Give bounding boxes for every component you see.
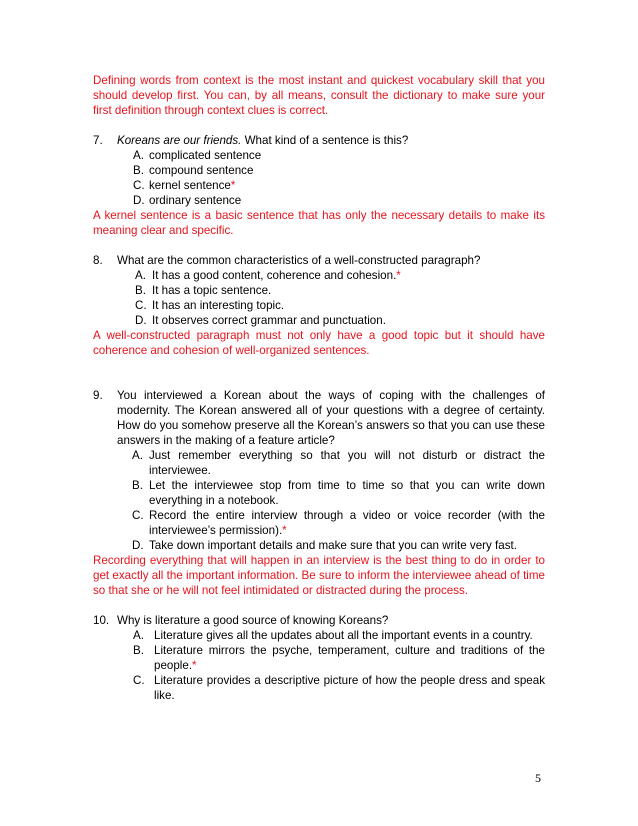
option-b: B. Literature mirrors the psyche, temperament, culture and traditions of the people.* xyxy=(133,644,545,672)
question-9-text: You interviewed a Korean about the ways of coping with the challenges of modernity. The Korean answered all of your questions with a degree of certainty. How do you somehow preserve all the Korean’s answers so that you can use these answers in the making of a feature article? xyxy=(117,389,545,447)
question-8 xyxy=(93,253,545,268)
answer-marker: * xyxy=(230,179,236,192)
question-7-options xyxy=(93,148,545,208)
option-c: C. It has an interesting topic. xyxy=(135,299,285,312)
question-10 xyxy=(93,613,545,628)
question-10-text: Why is literature a good source of knowing Koreans? xyxy=(117,614,389,627)
option-b: B. compound sentence xyxy=(133,164,254,177)
question-9-explanation: Recording everything that will happen in an interview is the best thing to do in order to get exactly all the important information. Be sure to inform the interviewee ahead of time so that she or he will not feel intimidated or distracted during the process. xyxy=(93,554,545,597)
option-a: A. complicated sentence xyxy=(133,149,262,162)
option-d: D. Take down important details and make sure that you can write very fast. xyxy=(132,539,517,552)
question-number: 10. xyxy=(93,614,110,627)
question-7-explanation: A kernel sentence is a basic sentence that has only the necessary details to make its meaning clear and specific. xyxy=(93,209,545,237)
question-number: 7. xyxy=(93,134,103,147)
answer-marker: * xyxy=(396,269,401,282)
page-number: 5 xyxy=(535,771,541,785)
question-7-text: What kind of a sentence is this? xyxy=(241,134,409,147)
answer-marker: * xyxy=(282,524,287,537)
question-7 xyxy=(93,133,545,148)
option-a: A. It has a good content, coherence and cohesion.* xyxy=(135,269,401,282)
option-c: C. Record the entire interview through a video or voice recorder (with the interviewee’s permission).* xyxy=(132,509,545,537)
option-d: D. It observes correct grammar and punctuation. xyxy=(135,314,386,327)
answer-marker: * xyxy=(192,659,197,672)
question-10-options xyxy=(93,628,545,703)
option-a: A. Just remember everything so that you will not disturb or distract the interviewee. xyxy=(132,449,545,477)
question-number: 9. xyxy=(93,389,103,402)
option-b: B. It has a topic sentence. xyxy=(135,284,272,297)
question-7-example: Koreans are our friends. xyxy=(117,134,242,147)
document-body xyxy=(93,73,545,703)
question-8-text: What are the common characteristics of a well-constructed paragraph? xyxy=(117,254,481,267)
option-d: D. ordinary sentence xyxy=(133,194,242,207)
question-number: 8. xyxy=(93,254,103,267)
option-b: B. Let the interviewee stop from time to time so that you can write down everything in a notebook. xyxy=(132,479,545,507)
question-9 xyxy=(93,388,545,448)
option-c: C. Literature provides a descriptive picture of how the people dress and speak like. xyxy=(133,674,545,702)
option-c: C. kernel sentence* xyxy=(133,179,236,192)
question-8-explanation: A well-constructed paragraph must not only have a good topic but it should have coherence and cohesion of well-organized sentences. xyxy=(93,329,545,357)
intro-note: Defining words from context is the most instant and quickest vocabulary skill that you should develop first. You can, by all means, consult the dictionary to make sure your first definition through context clues is correct. xyxy=(93,74,545,117)
question-8-options xyxy=(93,268,545,328)
option-a: A. Literature gives all the updates about all the important events in a country. xyxy=(133,629,533,642)
question-9-options xyxy=(93,448,545,553)
